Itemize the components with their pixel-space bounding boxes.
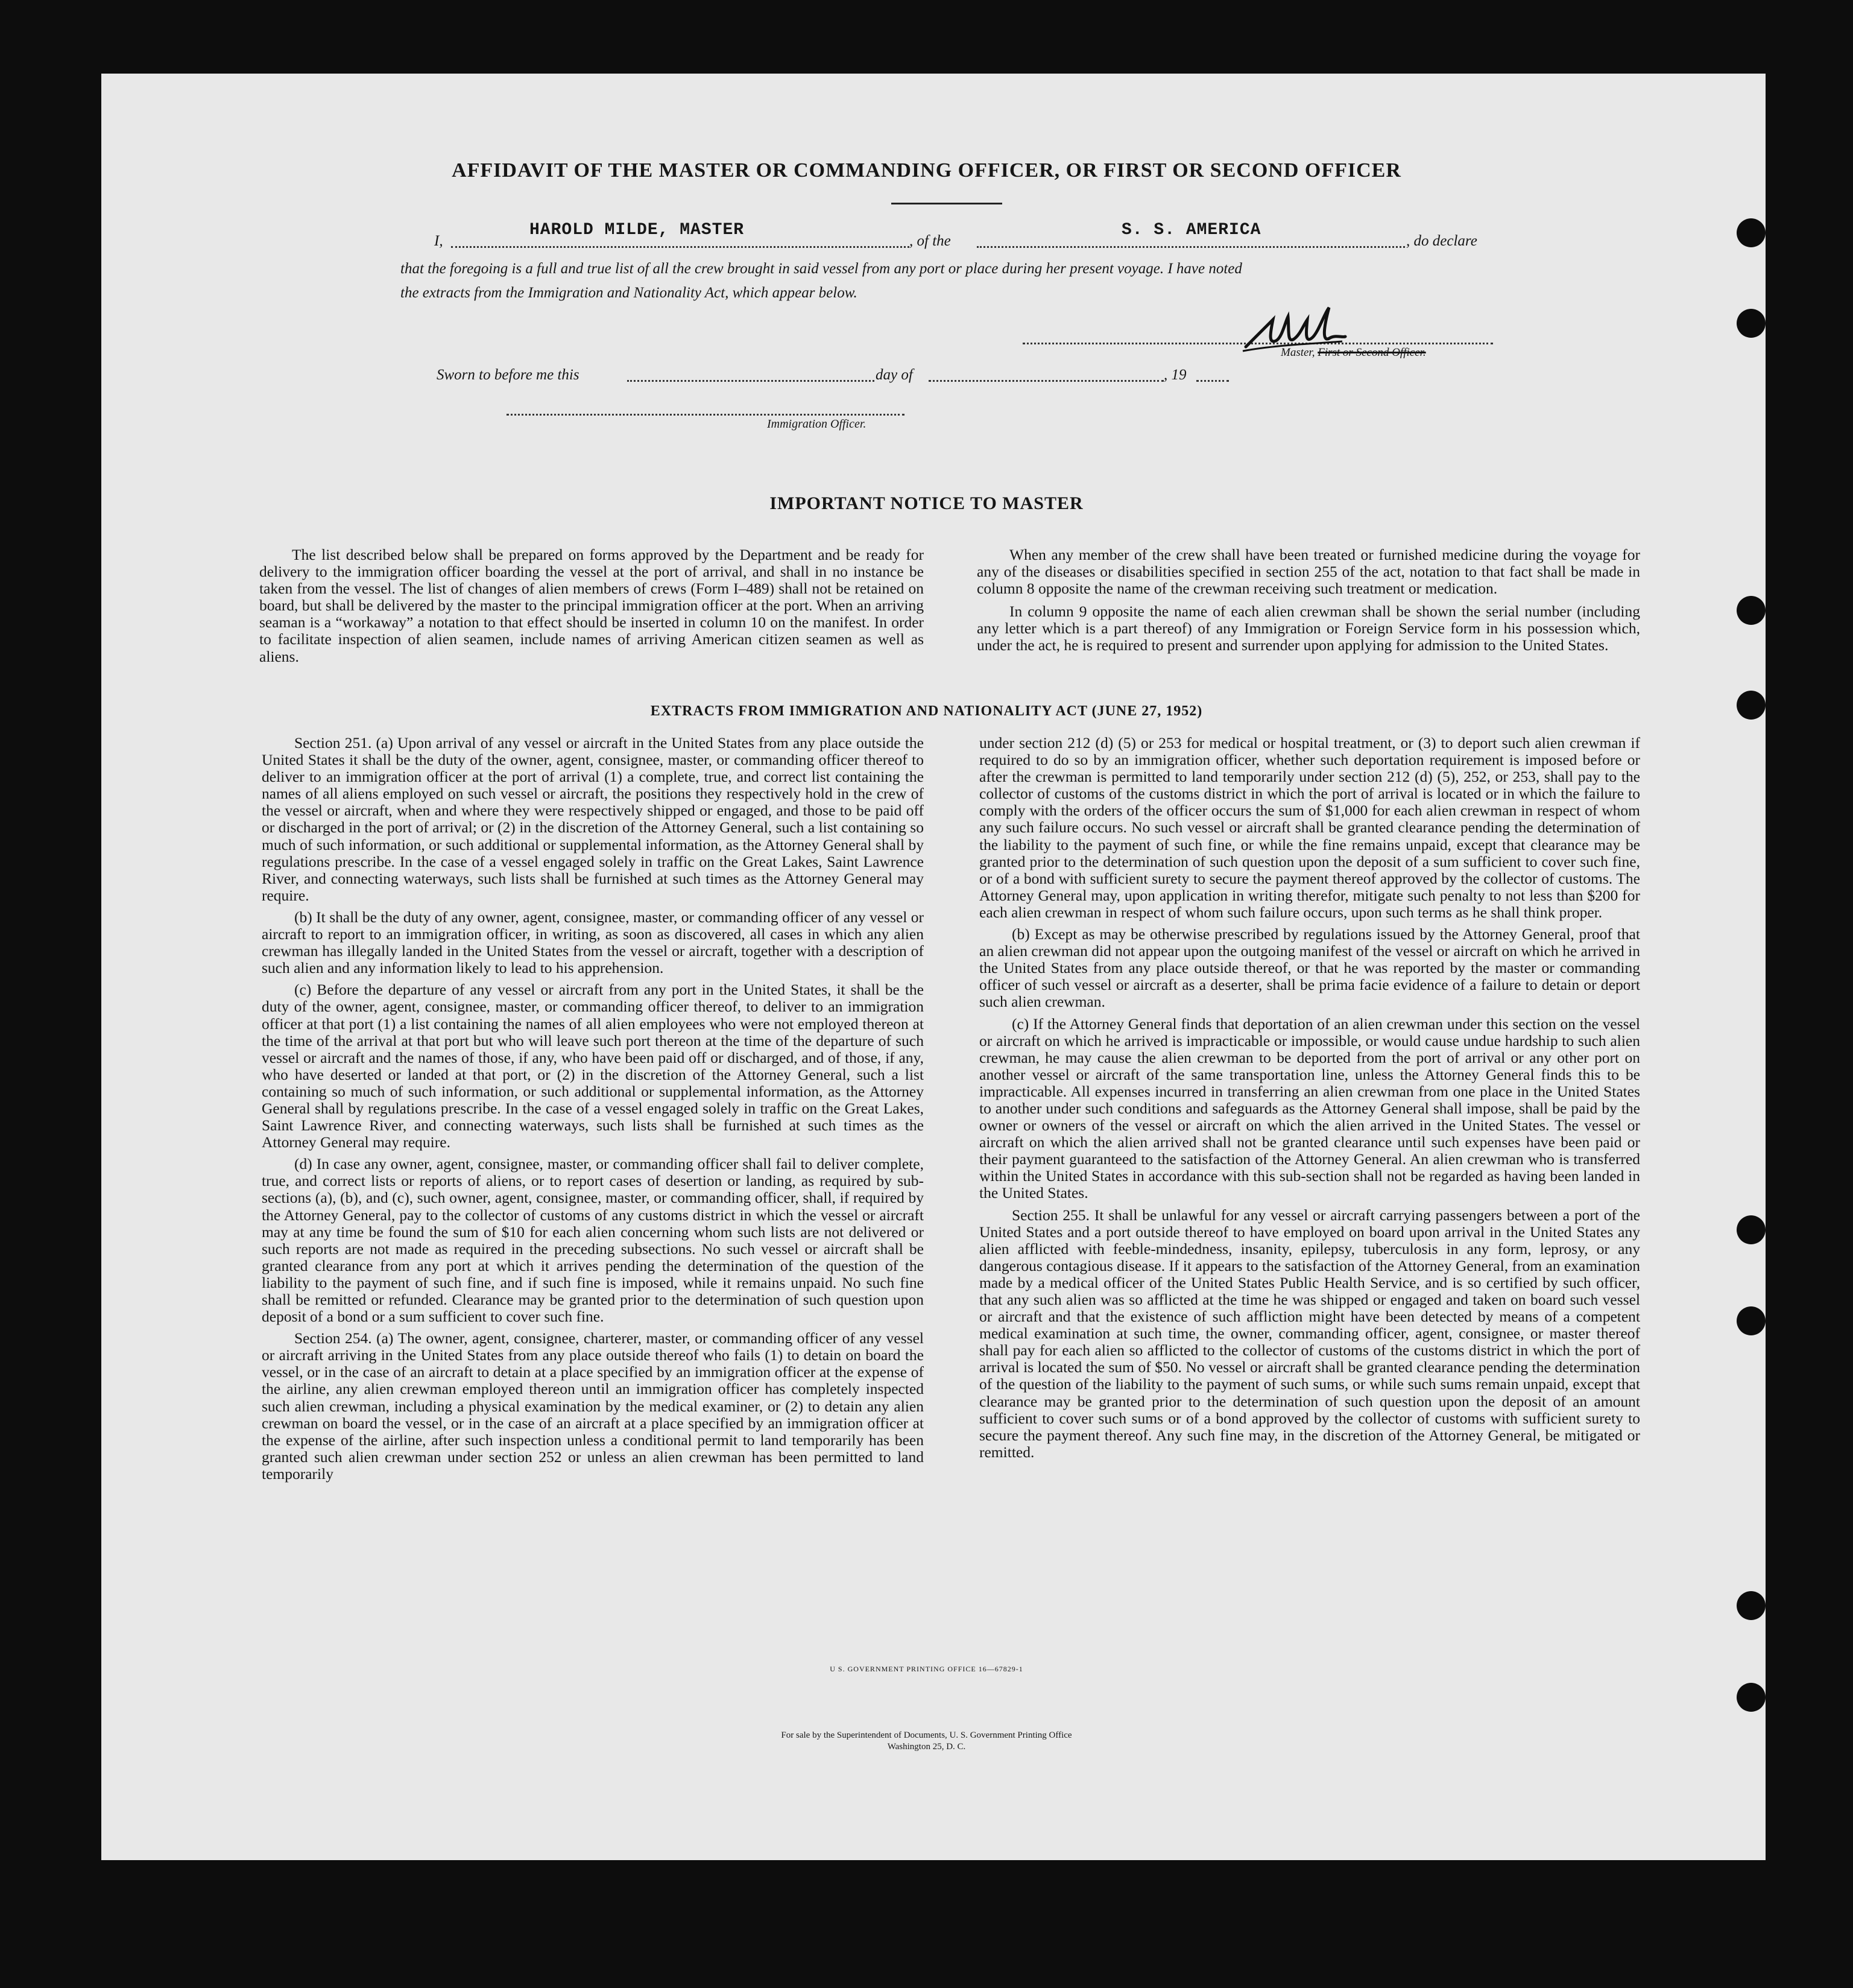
declaration-text: the extracts from the Immigration and Nationality Act, which appear below.: [400, 285, 857, 301]
vessel-line: [977, 246, 1405, 248]
binder-hole: [1737, 1215, 1766, 1244]
caption-master: Master,: [1281, 346, 1315, 359]
notice-paragraph: In column 9 opposite the name of each alien crewman shall be shown the serial number (including any letter which is a part thereof) of any Immigration or Foreign Service form in his possession which, under the act, he is required to present and surrender upon applying for admission to the United States.: [977, 603, 1640, 654]
binder-hole: [1737, 1683, 1766, 1712]
act-paragraph: Section 255. It shall be unlawful for any vessel or aircraft carrying passengers between a port of the United States and a port outside thereof to have employed on board upon arrival in the United States any alien afflicted with feeble-mindedness, insanity, epilepsy, tuberculosis in any form, leprosy, or any dangerous contagious disease. If it appears to the satisfaction of the Attorney General, from an examination made by a medical officer of the United States Public Health Service, and is so certified by such officer, that any such alien was so afflicted at the time he was shipped or engaged and taken on board such vessel or aircraft and that the existence of such affliction might have been detected by means of a competent medical examination at such time, the owner, commanding officer, agent, consignee, or master thereof shall pay for each alien so afflicted to the collector of customs of the customs district in which the port of arrival is located the sum of $50. No vessel or aircraft shall be granted clearance pending the determination of the question of the liability to the payment of such sums, or while such sums remain unpaid, except that clearance may be granted prior to the determination of such question upon the deposit of an amount sufficient to cover such sums or of a bond approved by the collector of customs with sufficient surety to secure the payment thereof. Any such fine may, in the discretion of the Attorney General, be mitigated or remitted.: [979, 1206, 1640, 1461]
year-label: , 19: [1164, 367, 1187, 383]
notice-paragraph: The list described below shall be prepared on forms approved by the Department and be ready for delivery to the immigration officer boarding the vessel at the port of arrival, and shall in no instance be taken from the vessel. The list of changes of alien members of crews (Form I–489) shall not be retained on board, but shall be delivered by the master to the principal immigration officer at the port. When an arriving seaman is a “workaway” a notation to that effect should be inserted in column 10 on the manifest. In order to facilitate inspection of alien seamen, include names of arriving American citizen seamen as well as aliens.: [259, 546, 924, 665]
immigration-officer-label: Immigration Officer.: [767, 417, 867, 431]
caption-struck-officer: First or Second Officer.: [1318, 346, 1426, 359]
master-name-field[interactable]: HAROLD MILDE, MASTER: [529, 221, 745, 239]
binder-hole: [1737, 309, 1766, 338]
do-declare-label: , do declare: [1406, 233, 1477, 249]
extracts-right-column: [979, 735, 1640, 1461]
sworn-year-line: [1196, 380, 1229, 382]
day-of-label: day of: [876, 367, 913, 383]
sworn-day-line: [627, 380, 874, 382]
act-paragraph: (d) In case any owner, agent, consignee, master, or commanding officer shall fail to deliver complete, true, and correct lists or reports of aliens, or to report cases of desertion or landing, as required by sub-sections (a), (b), and (c), such owner, agent, consignee, master, or commanding officer, shall, if required by the Attorney General, pay to the collector of customs of any customs district in which the vessel or aircraft may at any time be found the sum of $10 for each alien concerning whom such lists are not delivered or such reports are not made as required in the preceding subsections. No such vessel or aircraft shall be granted clearance from any port at which it arrives pending the determination of the question of the liability to the payment of such fine, and if such fine is imposed, while it remains unpaid. No such fine shall be remitted or refunded. Clearance may be granted prior to the determination of such question upon deposit of a bond or a sum sufficient to cover such fine.: [262, 1155, 924, 1326]
sale-notice: [0, 1730, 1853, 1753]
act-paragraph: Section 251. (a) Upon arrival of any vessel or aircraft in the United States from any place outside the United States it shall be the duty of the owner, agent, consignee, master, or commanding officer thereof to deliver to an immigration officer at the port of arrival (1) a complete, true, and correct list containing the names of all aliens employed on such vessel or aircraft, the positions they respectively hold in the crew of the vessel or aircraft, when and where they were respectively shipped or engaged, and those to be paid off or discharged in the port of arrival; or (2) in the discretion of the Attorney General, such a list containing so much of such information, or such additional or supplemental information, as the Attorney General shall by regulations prescribe. In the case of a vessel engaged solely in traffic on the Great Lakes, Saint Lawrence River, and connecting waterways, such lists shall be furnished at such times as the Attorney General may require.: [262, 734, 924, 904]
act-paragraph: under section 212 (d) (5) or 253 for medical or hospital treatment, or (3) to deport such alien crewman if required to do so by an immigration officer, whether such deportation requirement is imposed before or after the crewman is permitted to land temporarily under section 212 (d) (5), 252, or 253, shall pay to the collector of customs of the customs district in which the port of arrival is located or in which the failure to comply with the orders of the officer occurs the sum of $1,000 for each alien crewman in respect of whom any such failure occurs. No such vessel or aircraft shall be granted clearance pending the determination of the liability to the payment of such fine, or while the fine remains unpaid, except that clearance may be granted prior to the determination of such question upon the deposit of a sum sufficient to cover such fine, or of a bond with sufficient surety to secure the payment thereof approved by the collector of customs. The Attorney General may, upon application in writing therefor, mitigate such penalty to not less than $200 for each alien crewman in respect of whom such failure occurs, upon such terms as he shall think proper.: [979, 734, 1640, 921]
vessel-name-field[interactable]: S. S. AMERICA: [1122, 221, 1261, 239]
act-paragraph: (c) If the Attorney General finds that deportation of an alien crewman under this section on the vessel or aircraft on which he arrived is impracticable or impossible, or would cause undue hardship to such alien crewman, he may cause the alien crewman to be deported from the port of arrival or any other port on another vessel or aircraft of the same transportation line, unless the Attorney General finds this to be impracticable. All expenses incurred in transferring an alien crewman from one place in the United States to another under such conditions and safeguards as the Attorney General shall impose, shall be paid by the owner or owners of the vessel or aircraft on which the alien arrived in the United States. The vessel or aircraft on which the alien arrived shall not be granted clearance until such expenses have been paid or their payment guaranteed to the satisfaction of the Attorney General. An alien crewman who is transferred within the United States in accordance with this sub-section shall not be regarded as having been landed in the United States.: [979, 1015, 1640, 1202]
printing-office-imprint: U S. GOVERNMENT PRINTING OFFICE 16—67829-1: [830, 1665, 1023, 1673]
act-paragraph: (c) Before the departure of any vessel or aircraft from any port in the United States, it shall be the duty of the owner, agent, consignee, master, or commanding officer thereof, to deliver to an immigration officer at that port (1) a list containing the names of all alien employees who were not employed thereon at the time of the arrival at that port but who will leave such port thereon at the time of the departure of such vessel or aircraft and the names of those, if any, who have been paid off or discharged, and of those, if any, who have deserted or landed at that port, or (2) in the discretion of the Attorney General, such a list containing so much of such information, or such additional or supplemental information, as the Attorney General shall by regulations prescribe. In the case of a vessel engaged solely in traffic on the Great Lakes, Saint Lawrence River, and connecting waterways, such lists shall be furnished at such times as the Attorney General may require.: [262, 981, 924, 1151]
sworn-label: Sworn to before me this: [437, 367, 579, 383]
i-label: I,: [434, 233, 443, 249]
sale-line: Washington 25, D. C.: [887, 1742, 966, 1752]
notice-title: IMPORTANT NOTICE TO MASTER: [769, 493, 1084, 513]
affidavit-title: AFFIDAVIT OF THE MASTER OR COMMANDING OFFICER, OR FIRST OR SECOND OFFICER: [452, 159, 1401, 182]
of-the-label: , of the: [909, 233, 951, 249]
notice-right: [977, 546, 1640, 654]
extracts-title: EXTRACTS FROM IMMIGRATION AND NATIONALITY ACT (JUNE 27, 1952): [650, 703, 1203, 719]
binder-hole: [1737, 218, 1766, 247]
officer-signature-line: [507, 414, 904, 416]
binder-hole: [1737, 596, 1766, 625]
extracts-left-column: [262, 735, 924, 1483]
binder-hole: [1737, 1591, 1766, 1620]
name-line: [451, 246, 909, 248]
sworn-month-line: [929, 380, 1164, 382]
declaration-text: that the foregoing is a full and true list of all the crew brought in said vessel from any port or place during her present voyage. I have noted: [400, 261, 1242, 277]
title-rule: [891, 203, 1002, 204]
notice-left: [259, 546, 924, 665]
act-paragraph: (b) It shall be the duty of any owner, agent, consignee, master, or commanding officer of any vessel or aircraft to report to an immigration officer, in writing, as soon as discovered, all cases in which any alien crewman has illegally landed in the United States from the vessel or aircraft, together with a description of such alien and any information likely to lead to his apprehension.: [262, 908, 924, 977]
signature-caption: [1281, 346, 1426, 359]
notice-paragraph: When any member of the crew shall have been treated or furnished medicine during the voyage for any of the diseases or disabilities specified in section 255 of the act, notation to that fact shall be made in column 8 opposite the name of the crewman receiving such treatment or medication.: [977, 546, 1640, 598]
sale-line: For sale by the Superintendent of Documents, U. S. Government Printing Office: [781, 1730, 1072, 1740]
binder-hole: [1737, 1306, 1766, 1335]
act-paragraph: (b) Except as may be otherwise prescribed by regulations issued by the Attorney General, proof that an alien crewman did not appear upon the outgoing manifest of the vessel or aircraft on which he arrived in the United States from any place outside thereof, or that he was reported by the master or commanding officer of such vessel or aircraft as a deserter, shall be prima facie evidence of a failure to detain or deport such alien crewman.: [979, 925, 1640, 1011]
act-paragraph: Section 254. (a) The owner, agent, consignee, charterer, master, or commanding officer of any vessel or aircraft arriving in the United States from any place outside thereof who fails (1) to detain on board the vessel, or in the case of an aircraft to detain at a place specified by an immigration officer at the expense of the airline, any alien crewman employed thereon until an immigration officer has completely inspected such alien crewman, including a physical examination by the medical examiner, or (2) to detain any alien crewman on board the vessel, or in the case of an aircraft at a place specified by an immigration officer at the expense of the airline, after such inspection unless a conditional permit to land temporarily has been granted such alien crewman under section 252 or unless an alien crewman has been permitted to land temporarily: [262, 1329, 924, 1483]
